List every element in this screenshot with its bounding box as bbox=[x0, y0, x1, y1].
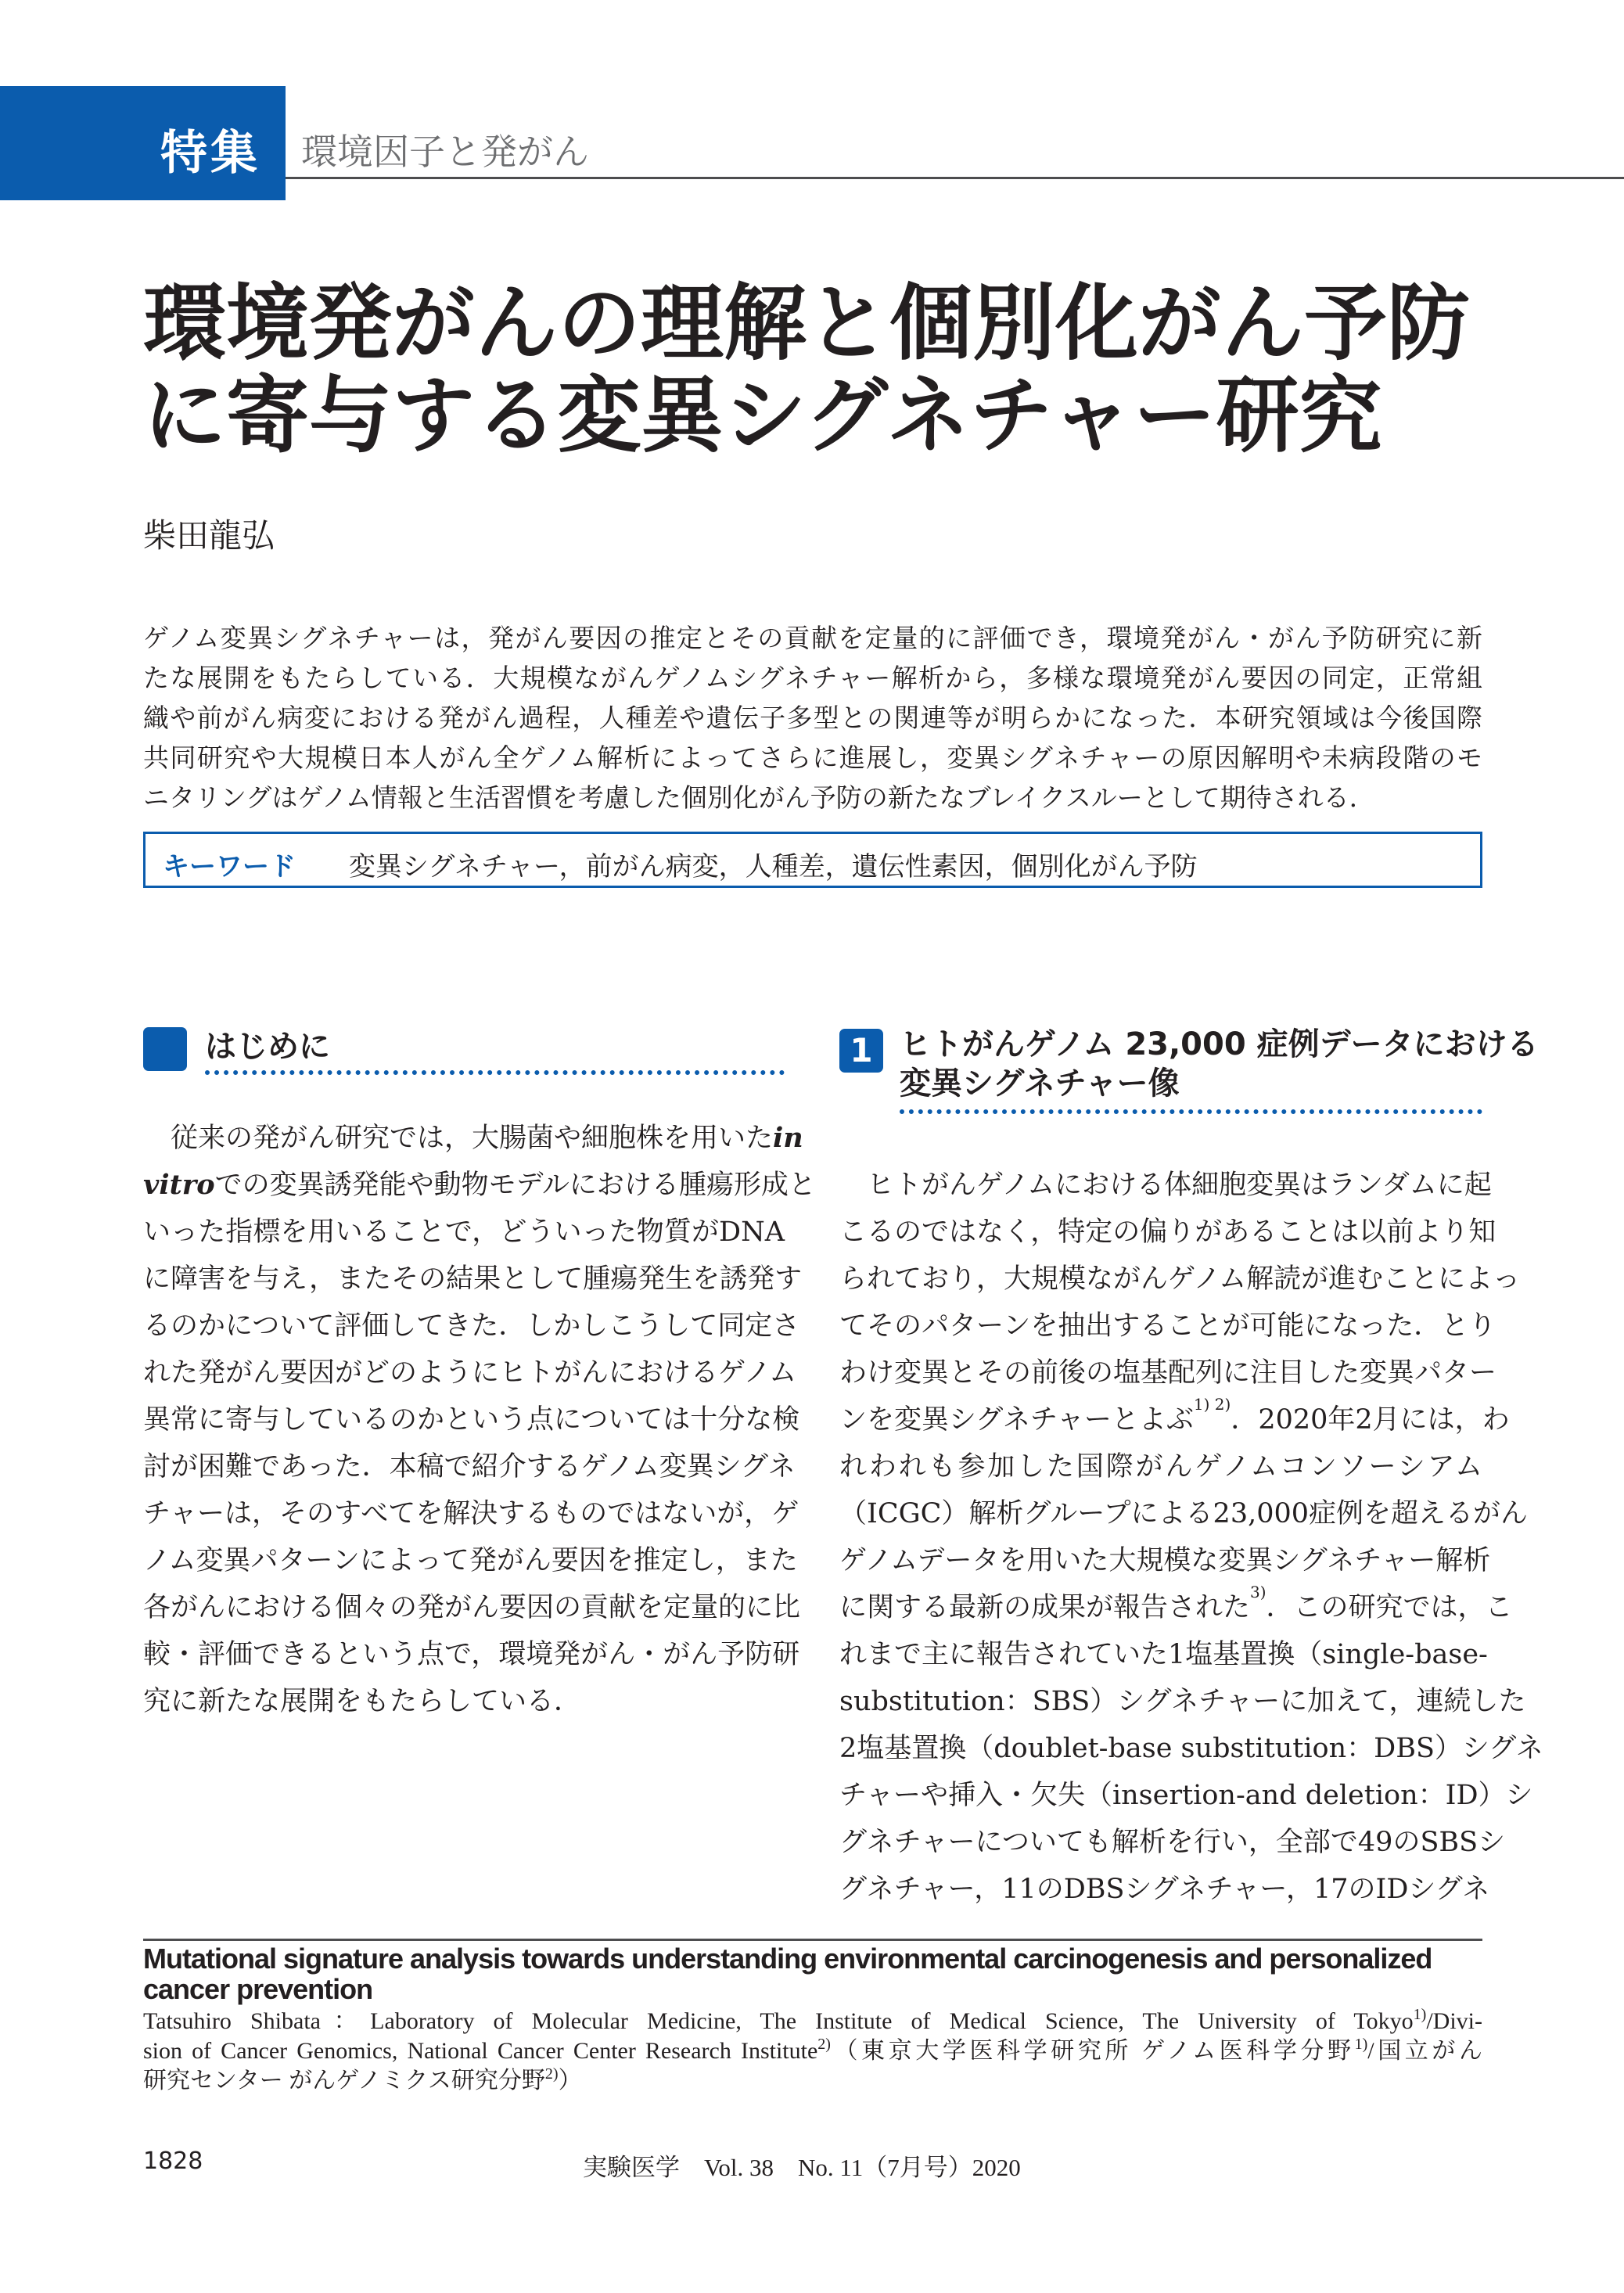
keywords: 変異シグネチャー，前がん病変，人種差，遺伝性素因，個別化がん予防 bbox=[349, 851, 1198, 882]
text-line bbox=[839, 1395, 1510, 1443]
section-heading-1 bbox=[900, 1025, 1539, 1103]
abstract-line: 織や前がん病変における発がん過程，人種差や遺伝子多型との関連等が明らかになった．本研究領域は今後国際 bbox=[143, 703, 1482, 733]
text-line bbox=[839, 1162, 1492, 1209]
header-rule bbox=[286, 177, 1624, 179]
text-line bbox=[839, 1490, 1529, 1537]
text-line bbox=[143, 1256, 803, 1303]
text-segment: での変異誘発能や動物モデルにおける腫瘍形成と bbox=[214, 1170, 816, 1201]
italic-term: in bbox=[773, 1122, 803, 1154]
keywords-label: キーワード bbox=[163, 851, 296, 882]
text-segment: 較・評価できるという点で，環境発がん・がん予防研 bbox=[143, 1639, 800, 1670]
text-line bbox=[839, 1772, 1533, 1819]
page-number: 1828 bbox=[143, 2147, 203, 2175]
text-segment: に関する最新の成果が報告された bbox=[839, 1592, 1251, 1623]
heading-line: ヒトがんゲノム 23,000 症例データにおける bbox=[900, 1026, 1539, 1062]
text-segment: ゲノムデータを用いた大規模な変異シグネチャー解析 bbox=[839, 1545, 1491, 1576]
text-segment: れわれも参加した国際がんゲノムコンソーシアム bbox=[839, 1451, 1482, 1483]
text-line bbox=[839, 1583, 1513, 1631]
title-line: 環境発がんの理解と個別化がん予防 bbox=[143, 275, 1470, 372]
citation-ref: 3) bbox=[1250, 1583, 1267, 1601]
abstract-line: たな展開をもたらしている．大規模ながんゲノムシグネチャー解析から，多様な環境発がん要因の同定，正常組 bbox=[143, 663, 1482, 693]
section-number-badge: 1 bbox=[839, 1029, 883, 1073]
text-line bbox=[143, 2007, 1482, 2036]
citation-ref: 1) 2) bbox=[1193, 1395, 1231, 1414]
heading-line: 変異シグネチャー像 bbox=[900, 1066, 1180, 1102]
text-line bbox=[143, 1631, 800, 1678]
text-line bbox=[143, 1115, 803, 1162]
english-title: Mutational signature analysis towards understanding environmental carcinogenesis and personalized cancer prevention bbox=[143, 1943, 1432, 2005]
text-segment: substitution：SBS）シグネチャーに加えて，連続した bbox=[839, 1686, 1526, 1717]
text-segment: 討が困難であった．本稿で紹介するゲノム変異シグネ bbox=[143, 1451, 796, 1483]
abstract-line: ゲノム変異シグネチャーは，発がん要因の推定とその貢献を定量的に評価でき，環境発がん・がん予防研究に新 bbox=[143, 623, 1482, 653]
abstract-line: ニタリングはゲノム情報と生活習慣を考慮した個別化がん予防の新たなブレイクスルーとして期待される． bbox=[143, 782, 1375, 813]
text-line bbox=[839, 1303, 1496, 1350]
text-line bbox=[143, 2036, 1482, 2066]
text-line bbox=[143, 1350, 797, 1396]
text-segment: ヒトがんゲノムにおける体細胞変異はランダムに起 bbox=[839, 1170, 1492, 1201]
text-segment: チャーは，そのすべてを解決するものではないが，ゲ bbox=[143, 1498, 799, 1529]
footer-rule bbox=[143, 1939, 1482, 1941]
text-segment: られており，大規模ながんゲノム解読が進むことによっ bbox=[839, 1263, 1521, 1295]
text-line bbox=[839, 1866, 1490, 1913]
text-line bbox=[839, 1819, 1506, 1866]
section-heading-intro: はじめに bbox=[205, 1029, 330, 1065]
text-segment: れまで主に報告されていた1塩基置換（single-base- bbox=[839, 1639, 1488, 1670]
italic-term: vitro bbox=[143, 1169, 215, 1201]
text-segment: てそのパターンを抽出することが可能になった．とり bbox=[839, 1310, 1496, 1342]
citation-ref: 2) bbox=[544, 2065, 559, 2083]
citation-ref: 1) bbox=[1413, 2006, 1427, 2023]
abstract bbox=[143, 618, 1482, 818]
text-line bbox=[143, 1162, 816, 1209]
text-line bbox=[143, 1584, 801, 1631]
text-line bbox=[839, 1209, 1496, 1256]
text-segment: グネチャーについても解析を行い，全部で49のSBSシ bbox=[839, 1827, 1506, 1858]
text-segment: Tatsuhiro Shibata：Laboratory of Molecular Medicine, The Institute of Medical Science, The University of Tokyo bbox=[143, 2008, 1414, 2034]
text-segment: 従来の発がん研究では，大腸菌や細胞株を用いた bbox=[143, 1123, 774, 1154]
text-line bbox=[143, 1443, 796, 1490]
text-line bbox=[839, 1678, 1526, 1725]
citation-ref: 1) bbox=[1354, 2036, 1368, 2053]
text-line bbox=[839, 1631, 1488, 1678]
text-segment: わけ変異とその前後の塩基配列に注目した変異パター bbox=[839, 1357, 1497, 1389]
text-segment: ．2020年2月には，わ bbox=[1231, 1404, 1510, 1436]
text-line bbox=[143, 1490, 799, 1537]
text-segment: れた発がん要因がどのようにヒトがんにおけるゲノム bbox=[143, 1357, 797, 1389]
text-line bbox=[839, 1725, 1543, 1772]
text-segment: /国立がん bbox=[1367, 2038, 1482, 2064]
series-title: 環境因子と発がん bbox=[301, 131, 589, 173]
affiliation bbox=[143, 2007, 1482, 2096]
text-line bbox=[839, 1350, 1497, 1396]
text-segment: グネチャー，11のDBSシグネチャー，17のIDシグネ bbox=[839, 1874, 1490, 1905]
article-title bbox=[143, 275, 1551, 464]
journal-info: 実験医学 Vol. 38 No. 11（7月号）2020 bbox=[583, 2154, 1021, 2181]
intro-body bbox=[143, 1115, 816, 1725]
text-segment: るのかについて評価してきた．しかしこうして同定さ bbox=[143, 1310, 800, 1342]
text-segment: （東京大学医科学研究所 ゲノム医科学分野 bbox=[830, 2038, 1355, 2064]
text-segment: 究に新たな展開をもたらしている． bbox=[143, 1686, 582, 1717]
text-segment: こるのではなく，特定の偏りがあることは以前より知 bbox=[839, 1217, 1496, 1248]
heading-dotted-rule bbox=[900, 1109, 1482, 1114]
abstract-line: 共同研究や大規模日本人がん全ゲノム解析によってさらに進展し，変異シグネチャーの原因解明や未病段階のモ bbox=[143, 742, 1482, 773]
text-segment: 各がんにおける個々の発がん要因の貢献を定量的に比 bbox=[143, 1592, 801, 1623]
text-segment: /Divi- bbox=[1426, 2008, 1482, 2034]
text-segment: いった指標を用いることで，どういった物質がDNA bbox=[143, 1217, 785, 1248]
text-line bbox=[143, 1303, 800, 1350]
text-segment: sion of Cancer Genomics, National Cancer Center Research Institute bbox=[143, 2038, 818, 2064]
text-line bbox=[143, 1537, 798, 1584]
text-segment: 研究センター がんゲノミクス研究分野 bbox=[143, 2068, 545, 2094]
text-line bbox=[839, 1256, 1521, 1303]
section-marker-icon bbox=[143, 1027, 187, 1071]
section-1-body bbox=[839, 1162, 1543, 1913]
heading-dotted-rule bbox=[205, 1070, 785, 1075]
text-line bbox=[143, 1209, 785, 1256]
feature-label: 特集 bbox=[160, 126, 260, 181]
author: 柴田龍弘 bbox=[143, 516, 275, 555]
citation-ref: 2) bbox=[817, 2036, 831, 2053]
text-segment: ） bbox=[558, 2068, 582, 2094]
text-segment: ．この研究では，こ bbox=[1266, 1592, 1513, 1623]
keywords-box bbox=[143, 832, 1482, 888]
text-line bbox=[143, 1396, 800, 1443]
text-segment: 2塩基置換（doublet-base substitution：DBS）シグネ bbox=[839, 1733, 1543, 1764]
text-line bbox=[143, 1678, 785, 1725]
text-segment: ノム変異パターンによって発がん要因を推定し，また bbox=[143, 1545, 798, 1576]
text-line bbox=[839, 1537, 1491, 1584]
title-line: に寄与する変異シグネチャー研究 bbox=[143, 368, 1382, 464]
text-line bbox=[143, 2066, 1482, 2096]
text-segment: チャーや挿入・欠失（insertion-and deletion：ID）シ bbox=[839, 1780, 1533, 1811]
text-segment: ンを変異シグネチャーとよぶ bbox=[839, 1404, 1194, 1436]
text-segment: （ICGC）解析グループによる23,000症例を超えるがん bbox=[839, 1498, 1529, 1529]
text-segment: 異常に寄与しているのかという点については十分な検 bbox=[143, 1404, 800, 1436]
text-line bbox=[839, 1443, 1482, 1490]
text-segment: に障害を与え，またその結果として腫瘍発生を誘発す bbox=[143, 1263, 803, 1295]
